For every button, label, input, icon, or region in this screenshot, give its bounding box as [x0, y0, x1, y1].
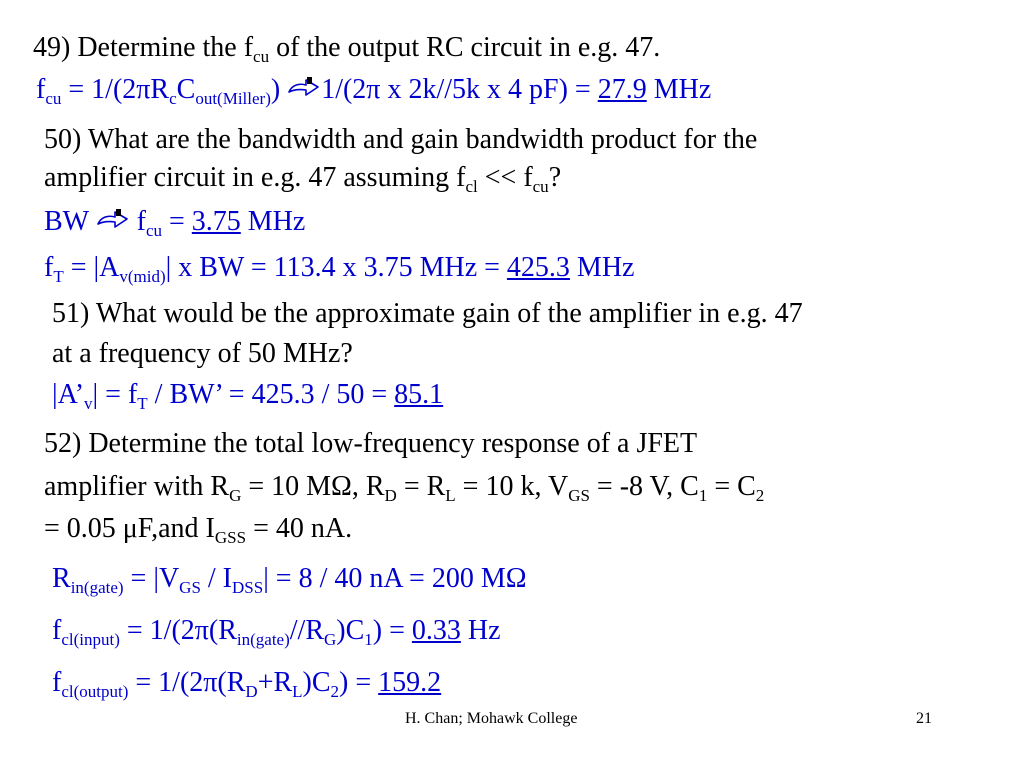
- answer-52-fcl-output-value: 159.2: [378, 667, 442, 698]
- answer-text: / I: [200, 563, 233, 594]
- answer-52-fcl-input: [52, 614, 501, 648]
- question-52-text: = -8 V, C: [589, 471, 699, 502]
- answer-50-gbw: [44, 251, 634, 285]
- answer-51: [52, 378, 443, 412]
- answer-text: 1/(2π x 2k//5k x 4 pF) =: [321, 74, 598, 105]
- answer-text: MHz: [569, 252, 635, 283]
- subscript: 2: [330, 682, 340, 701]
- answer-text: f: [52, 667, 62, 698]
- subscript: cu: [145, 221, 162, 240]
- subscript: GS: [179, 578, 201, 597]
- answer-text: | = 8 / 40 nA = 200 MΩ: [263, 563, 527, 594]
- answer-52-fcl-input-value: 0.33: [411, 615, 461, 646]
- pointing-hand-arrow-icon: [287, 75, 321, 101]
- question-52-line-1: [44, 427, 697, 461]
- question-52-text: = 10 k, V: [455, 471, 569, 502]
- subscript: DSS: [232, 578, 264, 597]
- answer-text: MHz: [646, 74, 712, 105]
- answer-text: f: [36, 74, 46, 105]
- answer-text: ): [270, 74, 288, 105]
- answer-text: f: [129, 206, 146, 237]
- subscript: v: [84, 394, 93, 413]
- question-52-line-3: [44, 512, 352, 546]
- question-51-line-1: [52, 297, 803, 331]
- subscript: T: [137, 394, 148, 413]
- question-52-text: 52) Determine the total low-frequency response of a JFET: [44, 428, 698, 459]
- subscript: out(Miller): [195, 89, 271, 108]
- subscript: cu: [253, 47, 270, 66]
- answer-50-gbw-value: 425.3: [506, 252, 570, 283]
- question-49: [33, 31, 660, 65]
- question-50-text: amplifier circuit in e.g. 47 assuming f: [44, 162, 466, 193]
- question-52-text: = 40 nA.: [246, 513, 353, 544]
- subscript: 2: [755, 486, 765, 505]
- answer-text: |A’: [52, 379, 85, 410]
- answer-text: )C: [302, 667, 331, 698]
- answer-51-value: 85.1: [394, 379, 444, 410]
- answer-text: = 1/(2π(R: [119, 615, 237, 646]
- subscript: D: [384, 486, 397, 505]
- answer-text: | x BW = 113.4 x 3.75 MHz =: [165, 252, 507, 283]
- subscript: L: [292, 682, 303, 701]
- question-52-line-2: [44, 470, 764, 504]
- question-51-line-2: [52, 337, 353, 371]
- subscript: G: [229, 486, 242, 505]
- subscript: c: [169, 89, 177, 108]
- question-50-line-1: [44, 123, 757, 157]
- question-50-line-2: [44, 161, 561, 195]
- answer-text: = |A: [63, 252, 120, 283]
- answer-text: MHz: [240, 206, 306, 237]
- answer-text: | = f: [92, 379, 138, 410]
- subscript: GSS: [214, 528, 247, 547]
- answer-52-rin-gate: [52, 562, 527, 596]
- subscript: cl(input): [61, 630, 120, 649]
- answer-49: [36, 73, 711, 107]
- answer-text: / BW’ = 425.3 / 50 =: [147, 379, 395, 410]
- subscript: L: [445, 486, 456, 505]
- subscript: v(mid): [119, 267, 166, 286]
- question-49-text: of the output RC circuit in e.g. 47.: [269, 32, 661, 63]
- subscript: G: [324, 630, 337, 649]
- subscript: cu: [45, 89, 62, 108]
- subscript: cl: [465, 177, 478, 196]
- subscript: 1: [364, 630, 373, 649]
- answer-49-value: 27.9: [597, 74, 647, 105]
- answer-text: =: [161, 206, 192, 237]
- answer-text: = |V: [123, 563, 180, 594]
- answer-text: ) =: [372, 615, 412, 646]
- answer-text: +R: [257, 667, 293, 698]
- question-52-text: = C: [707, 471, 756, 502]
- page-number: 21: [916, 710, 932, 727]
- subscript: D: [245, 682, 258, 701]
- subscript: 1: [698, 486, 708, 505]
- question-50-text: << f: [477, 162, 533, 193]
- question-52-text: amplifier with R: [44, 471, 230, 502]
- subscript: T: [53, 267, 64, 286]
- answer-text: BW: [44, 206, 96, 237]
- subscript: cu: [532, 177, 549, 196]
- answer-50-bw-value: 3.75: [191, 206, 241, 237]
- answer-50-bandwidth: [44, 205, 305, 239]
- question-52-text: = R: [396, 471, 446, 502]
- answer-text: f: [52, 615, 62, 646]
- question-52-text: = 10 MΩ, R: [241, 471, 385, 502]
- answer-text: Hz: [460, 615, 501, 646]
- question-51-text: 51) What would be the approximate gain of the amplifier in e.g. 47: [52, 298, 803, 329]
- answer-text: = 1/(2π(R: [128, 667, 246, 698]
- answer-52-fcl-output: [52, 666, 441, 700]
- footer-credit: H. Chan; Mohawk College: [405, 710, 578, 727]
- question-49-text: 49) Determine the f: [33, 32, 254, 63]
- subscript: GS: [568, 486, 590, 505]
- answer-text: ) =: [339, 667, 379, 698]
- pointing-hand-arrow-icon: [96, 207, 130, 233]
- answer-text: R: [52, 563, 71, 594]
- question-52-text: = 0.05 μF,and I: [44, 513, 215, 544]
- question-50-text: ?: [548, 162, 562, 193]
- answer-text: //R: [289, 615, 324, 646]
- subscript: in(gate): [70, 578, 124, 597]
- answer-text: f: [44, 252, 54, 283]
- question-51-text: at a frequency of 50 MHz?: [52, 338, 353, 369]
- subscript: in(gate): [236, 630, 290, 649]
- answer-text: = 1/(2πR: [61, 74, 170, 105]
- question-50-text: 50) What are the bandwidth and gain bandwidth product for the: [44, 124, 758, 155]
- answer-text: C: [176, 74, 196, 105]
- subscript: cl(output): [61, 682, 129, 701]
- answer-text: )C: [336, 615, 365, 646]
